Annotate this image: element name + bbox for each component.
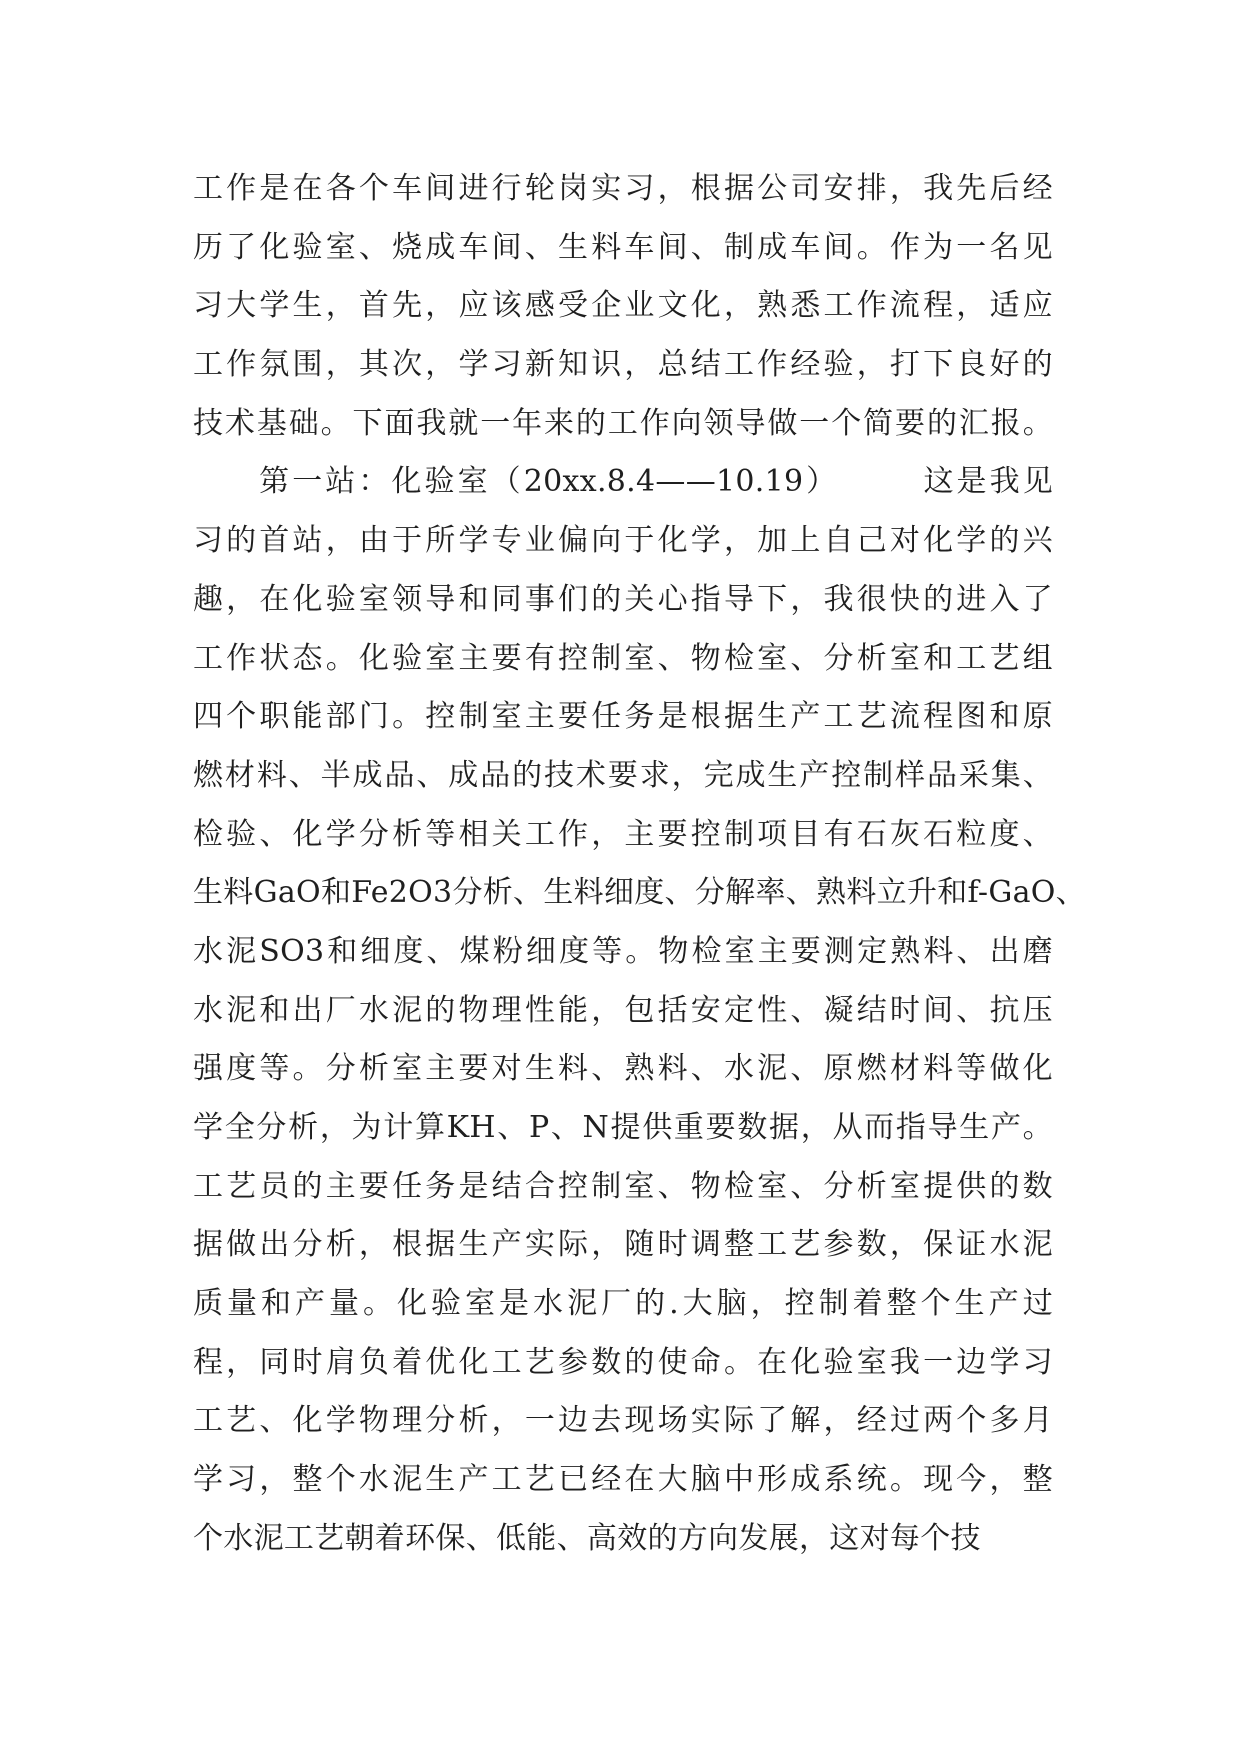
text-line: 燃材料、半成品、成品的技术要求，完成生产控制样品采集、: [193, 757, 1053, 793]
text-line: 程，同时肩负着优化工艺参数的使命。在化验室我一边学习: [193, 1344, 1053, 1380]
text-line: 据做出分析，根据生产实际，随时调整工艺参数，保证水泥: [193, 1227, 1053, 1263]
text-line: 工作是在各个车间进行轮岗实习，根据公司安排，我先后经: [193, 171, 1053, 206]
text-line: 第一站：化验室（20xx.8.4——10.19） 这是我见: [193, 464, 1053, 500]
text-line: 历了化验室、烧成车间、生料车间、制成车间。作为一名见: [193, 229, 1053, 265]
text-line: 生料GaO和Fe2O3分析、生料细度、分解率、熟料立升和f-GaO、: [193, 875, 1086, 911]
text-line: 学习，整个水泥生产工艺已经在大脑中形成系统。现今，整: [193, 1462, 1053, 1498]
text-line: 学全分析，为计算KH、P、N提供重要数据，从而指导生产。: [193, 1110, 1053, 1145]
text-line: 工艺、化学物理分析，一边去现场实际了解，经过两个多月: [193, 1403, 1053, 1439]
text-line: 检验、化学分析等相关工作，主要控制项目有石灰石粒度、: [193, 816, 1053, 852]
text-line: 趣，在化验室领导和同事们的关心指导下，我很快的进入了: [193, 581, 1053, 617]
text-line: 工艺员的主要任务是结合控制室、物检室、分析室提供的数: [193, 1168, 1053, 1204]
text-line: 工作氛围，其次，学习新知识，总结工作经验，打下良好的: [193, 347, 1053, 383]
text-line: 水泥和出厂水泥的物理性能，包括安定性、凝结时间、抗压: [193, 992, 1053, 1028]
text-line: 技术基础。下面我就一年来的工作向领导做一个简要的汇报。: [193, 405, 1053, 441]
text-line: 习大学生，首先，应该感受企业文化，熟悉工作流程，适应: [193, 288, 1053, 324]
text-line: 习的首站，由于所学专业偏向于化学，加上自己对化学的兴: [193, 523, 1053, 559]
text-line: 工作状态。化验室主要有控制室、物检室、分析室和工艺组: [193, 640, 1053, 676]
text-line: 四个职能部门。控制室主要任务是根据生产工艺流程图和原: [193, 699, 1053, 735]
text-line: 个水泥工艺朝着环保、低能、高效的方向发展，这对每个技: [193, 1520, 981, 1556]
text-line: 质量和产量。化验室是水泥厂的.大脑，控制着整个生产过: [193, 1286, 1053, 1322]
body-text: [193, 160, 1086, 1569]
text-line: 水泥SO3和细度、煤粉细度等。物检室主要测定熟料、出磨: [193, 933, 1053, 969]
text-line: 强度等。分析室主要对生料、熟料、水泥、原燃材料等做化: [193, 1051, 1053, 1087]
